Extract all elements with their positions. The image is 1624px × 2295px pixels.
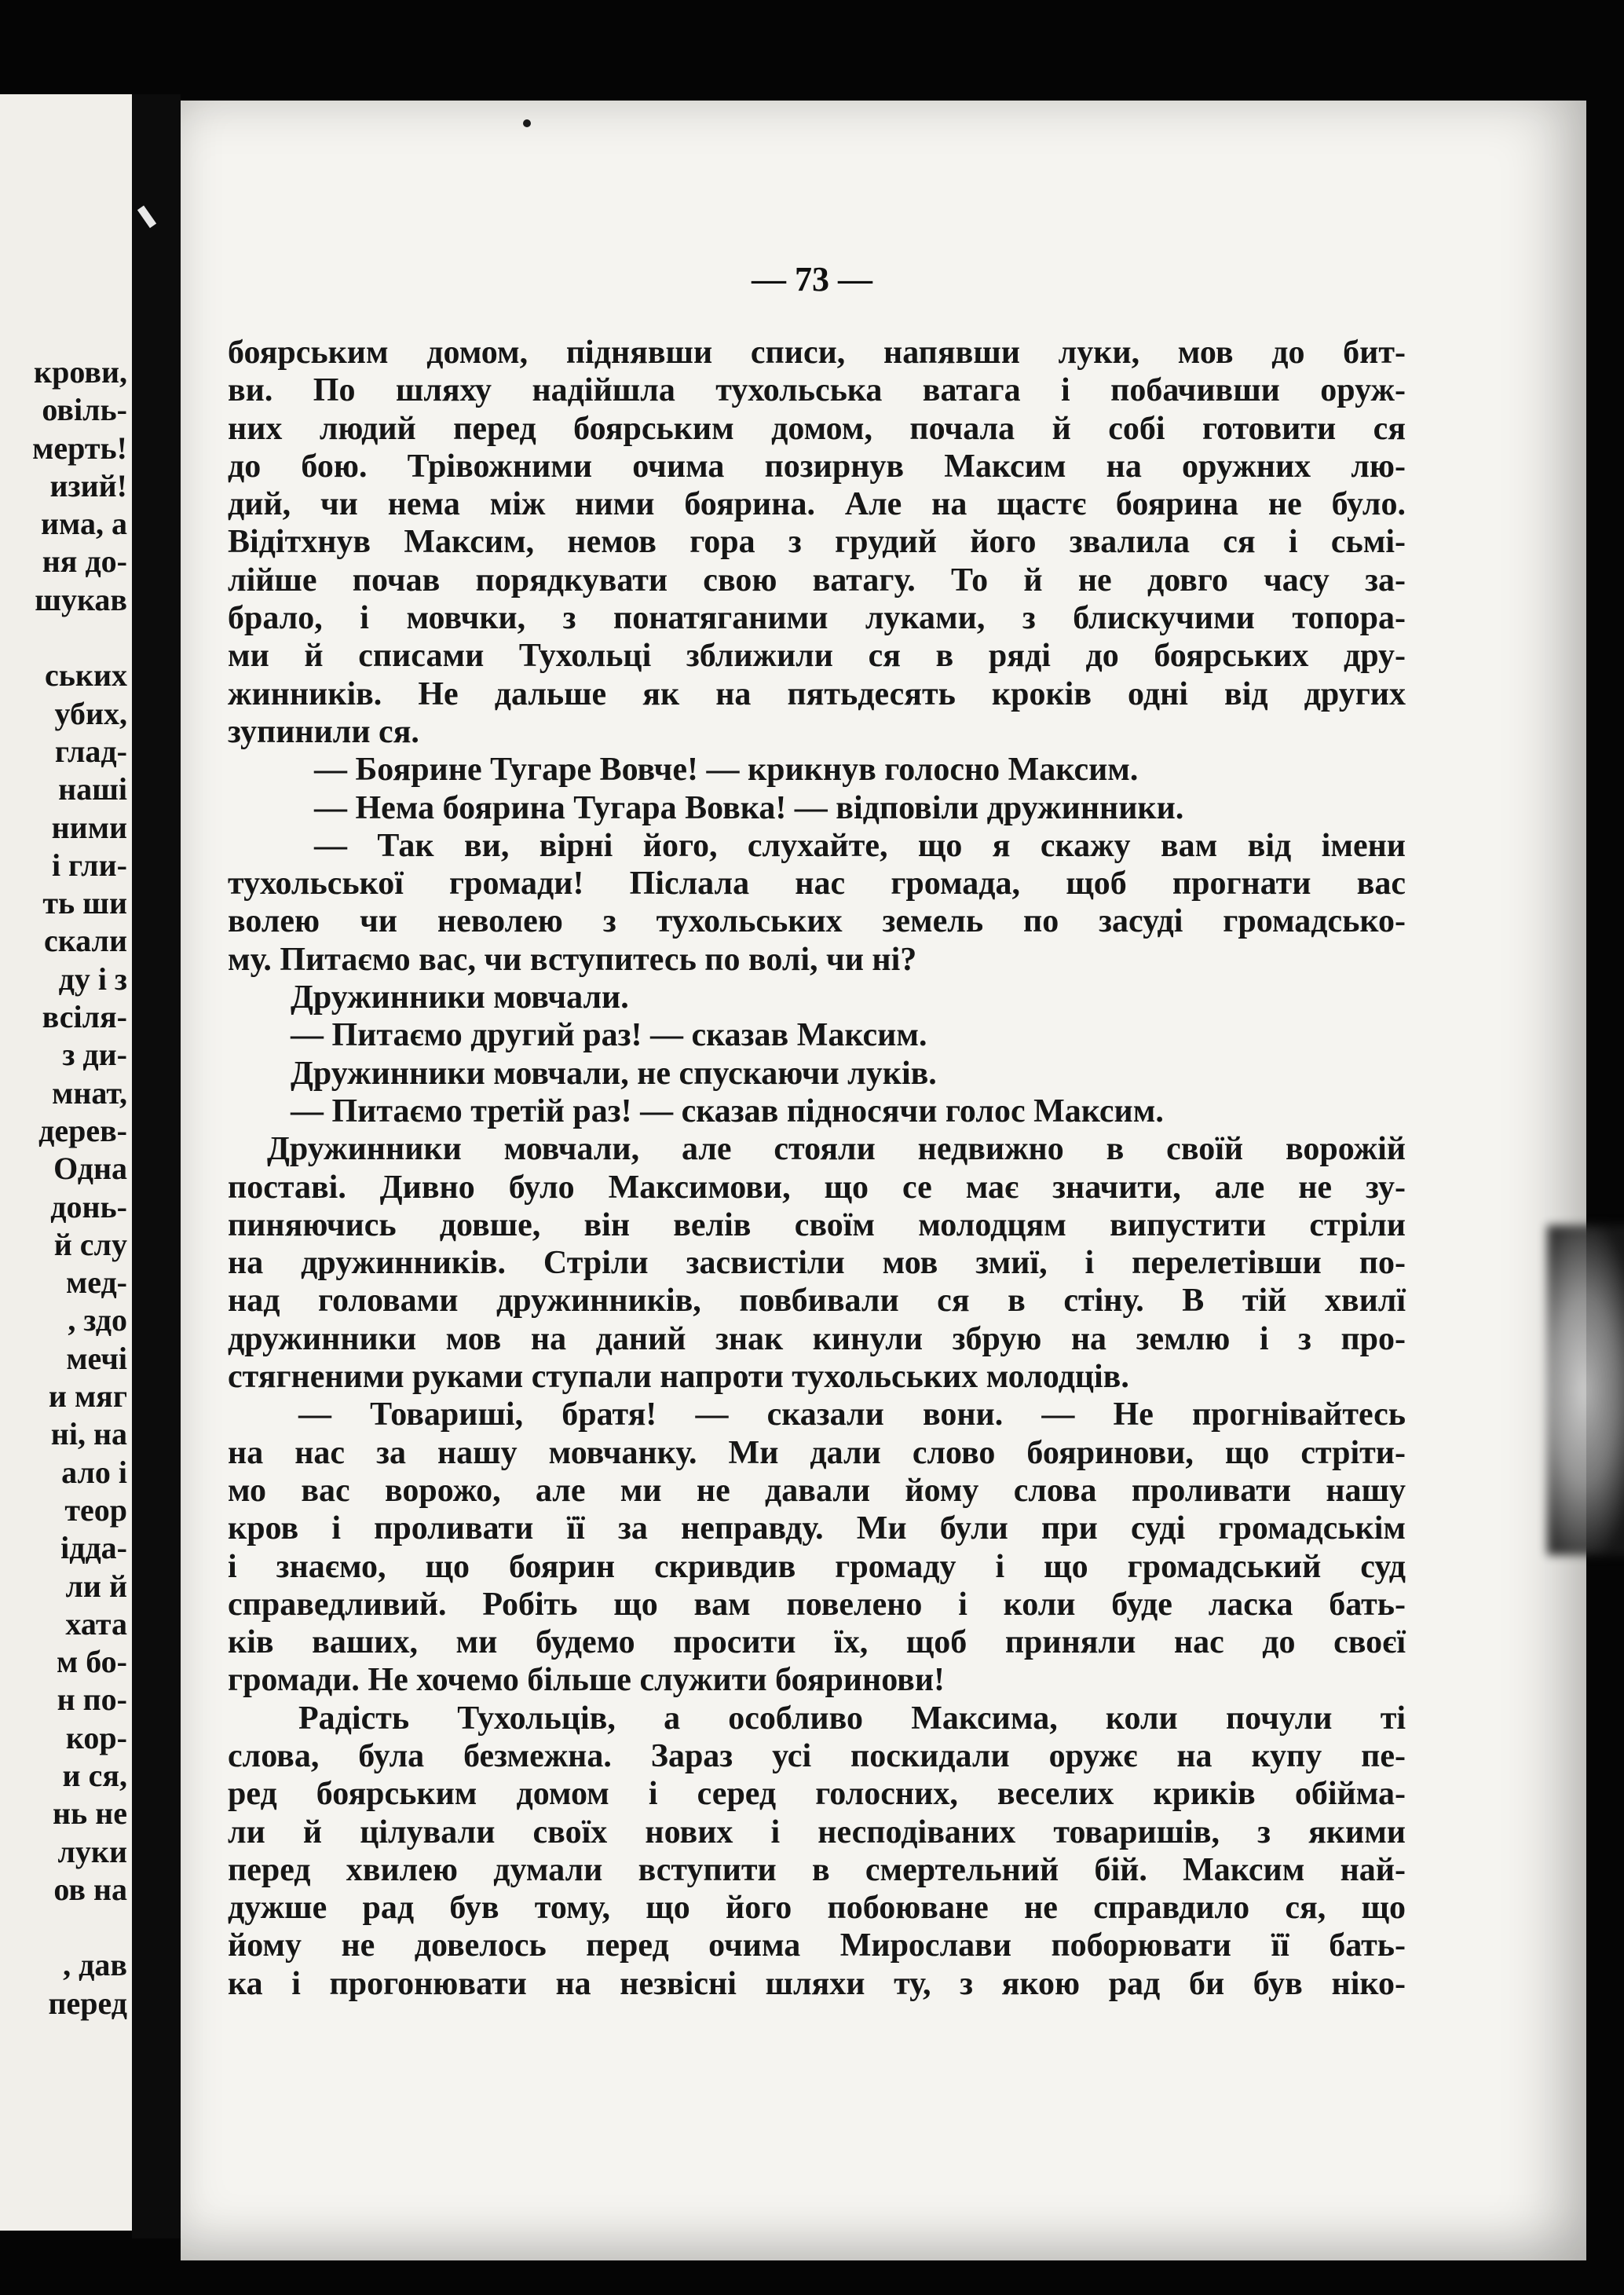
- text-line: лійше почав порядкувати свою ватагу. То й не довго часу за-: [228, 562, 1406, 598]
- text-line: ків ваших, ми будемо просити їх, щоб приняли нас до своєї: [228, 1624, 1406, 1661]
- previous-page-line: мечі: [66, 1340, 127, 1376]
- page-body-text: [228, 334, 1406, 2003]
- ink-speck: [523, 119, 531, 127]
- dialogue-line: — Питаємо третій раз! — сказав підносячи голос Максим.: [291, 1093, 1164, 1129]
- text-line: дружинники мов на даний знак кинули збрую на землю і з про-: [228, 1320, 1406, 1357]
- previous-page-line: теор: [64, 1492, 127, 1528]
- text-line: ред боярським домом і серед голосних, веселих криків обійма-: [228, 1776, 1406, 1813]
- text-line: боярським домом, піднявши списи, напявши луки, мов до бит-: [228, 335, 1406, 371]
- text-line: Дружинники мовчали, але стояли недвижно в своїй ворожій: [267, 1131, 1406, 1168]
- text-line: перед хвилею думали вступити в смертельний бій. Максим най-: [228, 1851, 1406, 1888]
- previous-page-line: ду і з: [58, 961, 127, 997]
- text-line: волею чи неволею з тухольських земель по засуді громадсько-: [228, 903, 1406, 940]
- text-line: брало, і мовчки, з понатяганими луками, з блискучими топора-: [228, 600, 1406, 637]
- previous-page-line: мерть!: [32, 430, 127, 466]
- text-line: Дружинники мовчали, не спускаючи луків.: [291, 1055, 937, 1092]
- previous-page-line: има, а: [40, 506, 127, 542]
- previous-page-line: ало і: [61, 1454, 127, 1490]
- text-line: громади. Не хочемо більше служити бояринови!: [228, 1662, 946, 1699]
- dialogue-line: — Боярине Тугаре Вовче! — крикнув голосно Максим.: [314, 752, 1139, 789]
- text-line: стягненими руками ступали напроти тухольських молодців.: [228, 1359, 1129, 1396]
- previous-page-line: Одна: [53, 1151, 127, 1187]
- previous-page-line: ських: [45, 657, 127, 694]
- previous-page-line: ли й: [65, 1568, 127, 1604]
- text-line: кров і проливати її за неправду. Ми були при суді громадськім: [228, 1510, 1406, 1547]
- text-line: справедливий. Робіть що вам повелено і коли буде ласка бать-: [228, 1586, 1406, 1623]
- previous-page-line: м бо-: [56, 1644, 127, 1680]
- previous-page-line: н по-: [57, 1682, 127, 1718]
- previous-page-line: мнат,: [52, 1074, 127, 1111]
- dialogue-line: — Нема боярина Тугара Вовка! — відповіли дружинники.: [314, 789, 1184, 826]
- previous-page-line: изий!: [49, 467, 127, 503]
- page-edge-stain: [1547, 1225, 1624, 1555]
- previous-page-line: кор-: [65, 1719, 127, 1755]
- previous-page-line: перед: [48, 1985, 127, 2021]
- previous-page-line: , дав: [63, 1947, 127, 1983]
- previous-page-line: и мяг: [48, 1378, 127, 1415]
- text-line: му. Питаємо вас, чи вступитесь по волі, чи ні?: [228, 941, 917, 978]
- page-number: — 73 —: [752, 260, 872, 298]
- text-line: дий, чи нема між ними боярина. Але на щастє боярина не було.: [228, 486, 1406, 523]
- previous-page-line: шукав: [35, 581, 127, 617]
- previous-page-line: ідда-: [60, 1530, 127, 1566]
- text-line: на нас за нашу мовчанку. Ми дали слово бояринови, що стріти-: [228, 1434, 1406, 1471]
- previous-page-line: ня до-: [42, 544, 127, 580]
- text-line: над головами дружинників, повбивали ся в стіну. В тій хвилї: [228, 1283, 1406, 1320]
- previous-page-line: луки: [57, 1833, 127, 1869]
- text-line: ви. По шляху надійшла тухольська ватага і побачивши оруж-: [228, 372, 1406, 409]
- previous-page-fragment: [0, 94, 132, 2231]
- text-line: них людий перед боярським домом, почала й собі готовити ся: [228, 410, 1406, 447]
- previous-page-line: з ди-: [62, 1037, 127, 1073]
- text-line: ка і прогонювати на незвісні шляхи ту, з якою рад би був ніко-: [228, 1965, 1406, 2002]
- previous-page-line: наші: [58, 771, 127, 807]
- text-line: і знаємо, що боярин скривдив громаду і що громадський суд: [228, 1548, 1406, 1585]
- previous-page-line: ть ши: [42, 885, 127, 921]
- previous-page-line: і гли-: [51, 847, 127, 883]
- previous-page-line: , здо: [68, 1302, 127, 1338]
- previous-page-text: [32, 353, 127, 2022]
- dialogue-line: — Товариші, братя! — сказали вони. — Не прогнівайтесь: [298, 1396, 1406, 1433]
- text-line: Радість Тухольців, а особливо Максима, коли почули ті: [298, 1700, 1406, 1737]
- dialogue-line: — Так ви, вірні його, слухайте, що я скажу вам від імени: [314, 827, 1406, 864]
- previous-page-line: скали: [43, 923, 127, 959]
- text-line: ми й списами Тухольці зближили ся в ряді до боярських дру-: [228, 638, 1406, 675]
- previous-page-line: [32, 1909, 127, 1946]
- previous-page-line: ні, на: [50, 1416, 127, 1452]
- previous-page-line: ними: [51, 809, 127, 845]
- text-line: ли й цілували своїх нових і несподіваних товаришів, з якими: [228, 1814, 1406, 1850]
- text-line: пиняючись довше, він велів своїм молодцям випустити стріли: [228, 1206, 1406, 1243]
- previous-page-line: всіля-: [42, 999, 127, 1035]
- text-line: жинників. Не дальше як на пятьдесять кроків одні від других: [228, 675, 1406, 712]
- text-line: поставі. Дивно було Максимови, що се має значити, але не зу-: [228, 1169, 1406, 1206]
- previous-page-line: мед-: [65, 1265, 127, 1301]
- text-line: йому не довелось перед очима Мирослави поборювати її бать-: [228, 1927, 1406, 1964]
- text-line: дужше рад був тому, що його побоюване не справдило ся, що: [228, 1890, 1406, 1927]
- text-line: до бою. Трівожними очима позирнув Максим на оружних лю-: [228, 448, 1406, 485]
- text-line: на дружинників. Стріли засвистіли мов змиї, і перелетівши по-: [228, 1245, 1406, 1282]
- previous-page-line: ов на: [53, 1871, 127, 1907]
- previous-page-line: убих,: [54, 695, 127, 731]
- text-line: зупинили ся.: [228, 713, 419, 750]
- previous-page-line: хата: [65, 1605, 127, 1642]
- book-binding-gutter: [132, 94, 181, 2238]
- previous-page-line: нь не: [53, 1795, 127, 1832]
- text-line: тухольської громади! Післала нас громада, щоб прогнати вас: [228, 866, 1406, 902]
- previous-page-line: овіль-: [42, 392, 127, 428]
- previous-page-line: донь-: [50, 1188, 127, 1224]
- text-line: Дружинники мовчали.: [291, 979, 629, 1016]
- previous-page-line: й слу: [53, 1226, 127, 1262]
- previous-page-line: [32, 619, 127, 657]
- previous-page-line: крови,: [34, 354, 127, 390]
- text-line: Відітхнув Максим, немов гора з грудий його звалила ся і сьмі-: [228, 524, 1406, 561]
- previous-page-line: дерев-: [38, 1112, 127, 1148]
- dialogue-line: — Питаємо другий раз! — сказав Максим.: [291, 1017, 927, 1054]
- previous-page-line: глад-: [54, 733, 127, 769]
- text-line: мо вас ворожо, але ми не давали йому слова проливати нашу: [228, 1472, 1406, 1509]
- previous-page-line: и ся,: [62, 1757, 127, 1793]
- text-line: слова, була безмежна. Зараз усі поскидали оружє на купу пе-: [228, 1737, 1406, 1774]
